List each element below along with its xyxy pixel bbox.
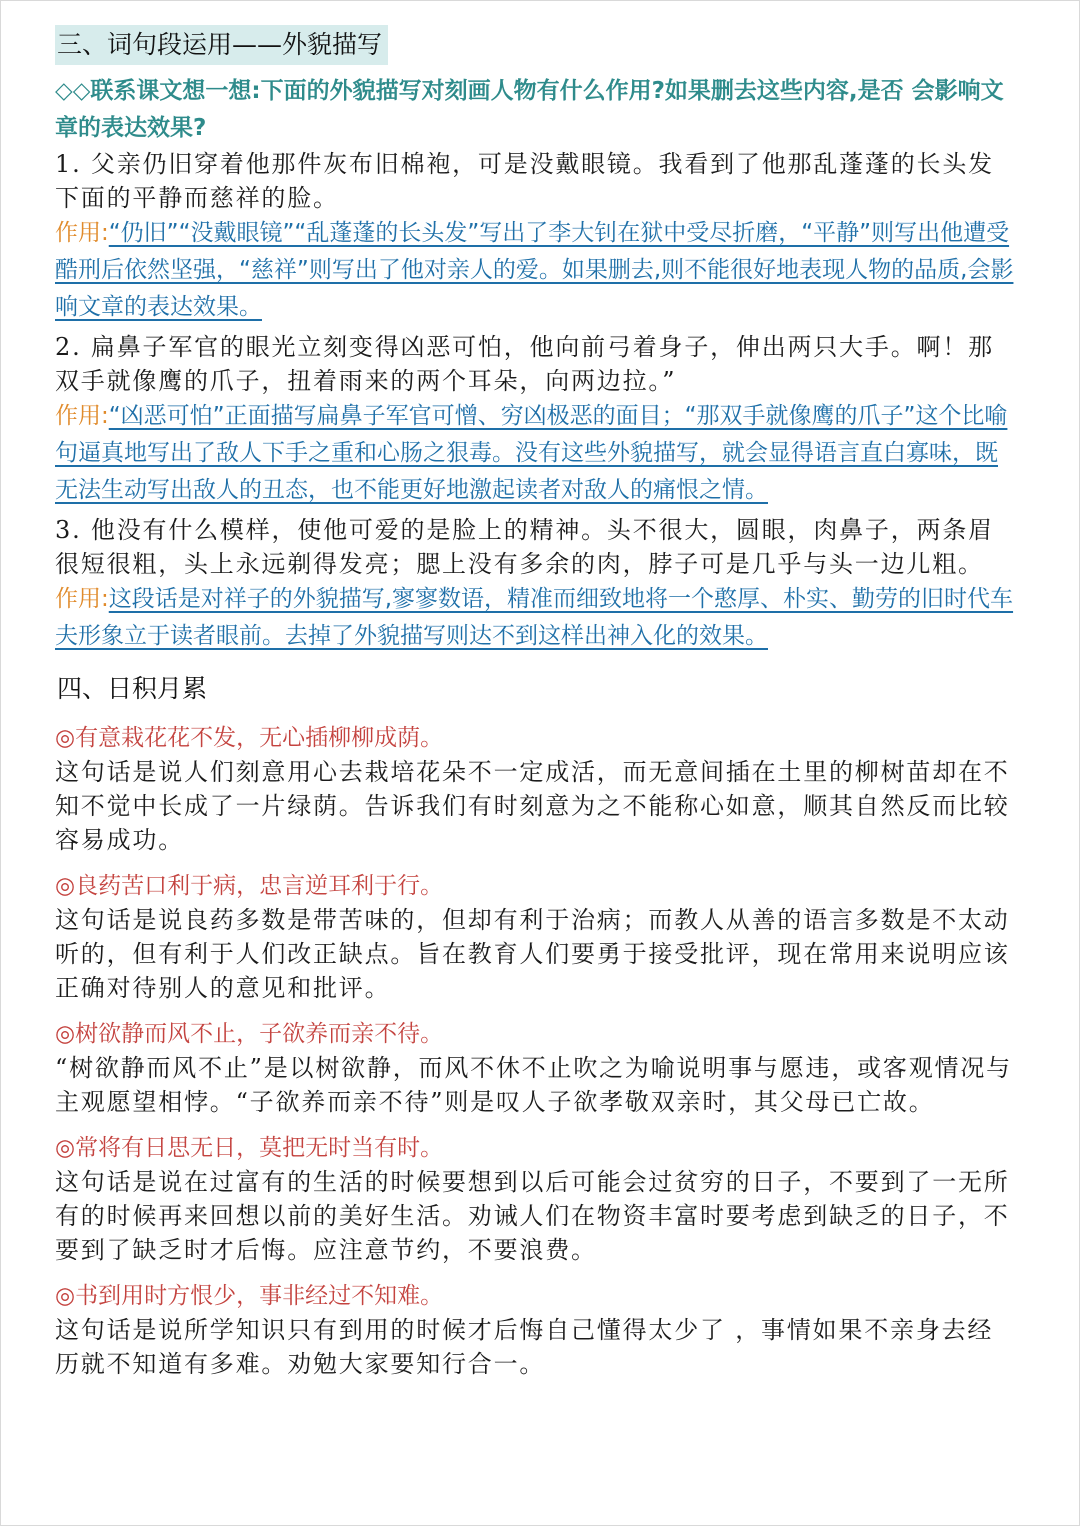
item-1 [55,147,1019,326]
saying-1-quote: ◎有意栽花花不发，无心插柳柳成荫。 [55,725,444,751]
item-3-note [55,581,1019,655]
saying-4 [55,1131,1019,1267]
item-3-label: 作用: [55,586,109,612]
item-2-note [55,398,1019,509]
saying-3-quote: ◎树欲静而风不止，子欲养而亲不待。 [55,1021,444,1047]
item-1-text: 1. 父亲仍旧穿着他那件灰布旧棉袍，可是没戴眼镜。我看到了他那乱蓬蓬的长头发下面的平静而慈祥的脸。 [55,150,994,212]
saying-4-text: 这句话是说在过富有的生活的时候要想到以后可能会过贫穷的日子，不要到了一无所有的时候再来回想以前的美好生活。劝诫人们在物资丰富时要考虑到缺乏的日子，不要到了缺乏时才后悔。应注意节约，不要浪费。 [55,1168,1010,1264]
section-3-heading: 三、词句段运用——外貌描写 [55,25,388,65]
item-2 [55,330,1019,509]
item-1-note [55,215,1019,326]
saying-4-quote: ◎常将有日思无日，莫把无时当有时。 [55,1135,444,1161]
item-1-label: 作用: [55,220,109,246]
item-3-text: 3. 他没有什么模样，使他可爱的是脸上的精神。头不很大，圆眼，肉鼻子，两条眉很短很粗，头上永远剃得发亮；腮上没有多余的肉，脖子可是几乎与头一边儿粗。 [55,516,994,578]
saying-3-text: “树欲静而风不止”是以树欲静，而风不休不止吹之为喻说明事与愿违，或客观情况与主观愿望相悖。“子欲养而亲不待”则是叹人子欲孝敬双亲时，其父母已亡故。 [55,1054,1012,1116]
saying-2 [55,869,1019,1005]
section-4-heading: 四、日积月累 [57,674,208,703]
item-1-answer: “仍旧”“没戴眼镜”“乱蓬蓬的长头发”写出了李大钊在狱中受尽折磨，“平静”则写出他遭受酷刑后依然坚强，“慈祥”则写出了他对亲人的爱。如果删去,则不能很好地表现人物的品质,会影响文章的表达效果。 [55,220,1014,320]
saying-5 [55,1279,1019,1381]
item-2-answer: “凶恶可怕”正面描写扁鼻子军官可憎、穷凶极恶的面目；“那双手就像鹰的爪子”这个比喻句逼真地写出了敌人下手之重和心肠之狠毒。没有这些外貌描写，就会显得语言直白寡味，既无法生动写出敌人的丑态，也不能更好地激起读者对敌人的痛恨之情。 [55,403,1008,503]
saying-1 [55,721,1019,857]
saying-1-text: 这句话是说人们刻意用心去栽培花朵不一定成活，而无意间插在土里的柳树苗却在不知不觉中长成了一片绿荫。告诉我们有时刻意为之不能称心如意，顺其自然反而比较容易成功。 [55,758,1010,854]
item-3-answer: 这段话是对祥子的外貌描写,寥寥数语，精准而细致地将一个憨厚、朴实、勤劳的旧时代车夫形象立于读者眼前。去掉了外貌描写则达不到这样出神入化的效果。 [55,586,1014,649]
saying-2-text: 这句话是说良药多数是带苦味的，但却有利于治病；而教人从善的语言多数是不太动听的，但有利于人们改正缺点。旨在教育人们要勇于接受批评，现在常用来说明应该正确对待别人的意见和批评。 [55,906,1010,1002]
item-3 [55,513,1019,655]
saying-5-text: 这句话是说所学知识只有到用的时候才后悔自己懂得太少了 ，事情如果不亲身去经历就不知道有多难。劝勉大家要知行合一。 [55,1316,994,1378]
section-4 [55,669,1019,1381]
saying-3 [55,1017,1019,1119]
item-2-text: 2. 扁鼻子军官的眼光立刻变得凶恶可怕，他向前弓着身子，伸出两只大手。啊！那双手就像鹰的爪子，扭着雨来的两个耳朵，向两边拉。” [55,333,994,395]
saying-5-quote: ◎书到用时方恨少，事非经过不知难。 [55,1283,444,1309]
section-3 [55,25,1019,655]
section-3-prompt: ◇◇联系课文想一想:下面的外貌描写对刻画人物有什么作用?如果删去这些内容,是否 会影响文章的表达效果? [55,78,1004,141]
item-2-label: 作用: [55,403,109,429]
saying-2-quote: ◎良药苦口利于病，忠言逆耳利于行。 [55,873,444,899]
